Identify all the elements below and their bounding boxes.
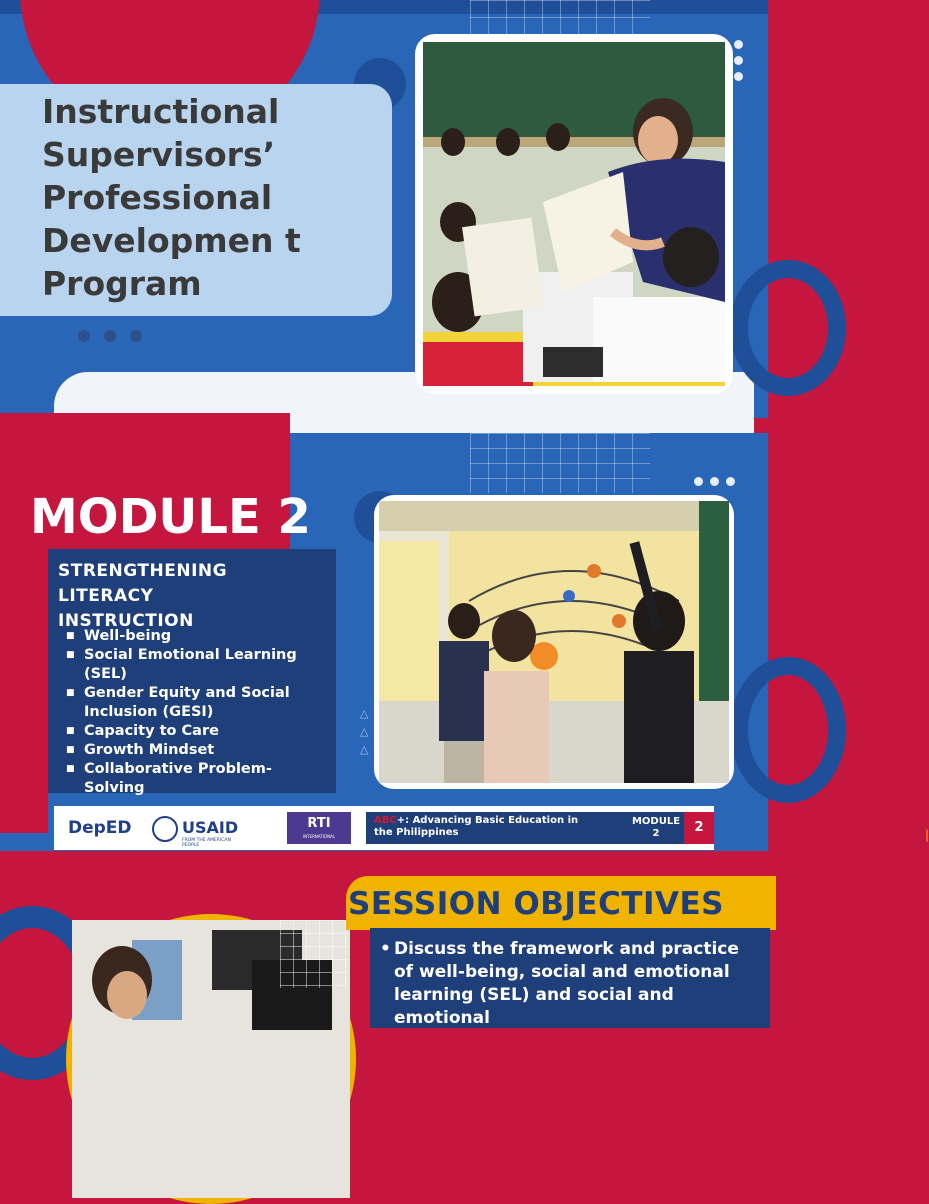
usaid-seal-icon: [152, 816, 178, 842]
rti-logo: [287, 812, 351, 844]
objectives-list: [380, 938, 760, 1030]
page-number: 2: [684, 812, 714, 844]
usaid-logo-sub: FROM THE AMERICAN PEOPLE: [182, 838, 231, 848]
list-item: ■ Growth Mindset: [66, 741, 328, 760]
decorative-side-dots: [734, 40, 746, 88]
program-name: [374, 815, 594, 839]
rti-logo-sub: INTERNATIONAL: [302, 834, 336, 839]
decorative-grid: [280, 920, 348, 988]
list-item: ■ Well-being: [66, 627, 328, 646]
list-item: ■ Collaborative Problem-Solving: [66, 760, 328, 798]
decorative-red-block: [0, 613, 48, 833]
list-item: ■ Social Emotional Learning (SEL): [66, 646, 328, 684]
module-title: MODULE 2: [30, 489, 311, 545]
module-subtitle: STRENGTHENING LITERACY INSTRUCTION: [58, 561, 228, 631]
section-header: SESSION OBJECTIVES: [348, 886, 725, 922]
module-label: MODULE 2: [628, 812, 684, 844]
wall-activity-illustration: [379, 501, 729, 783]
decorative-dots: [694, 471, 742, 490]
separator: |: [925, 828, 929, 842]
deped-logo: [68, 818, 132, 838]
decorative-right-arc: [730, 657, 846, 803]
wall-activity-photo-frame: [374, 495, 734, 789]
list-item: ■ Capacity to Care: [66, 722, 328, 741]
program-text: +: Advancing Basic Education in the Philippines: [374, 815, 579, 838]
list-item: ■ Gender Equity and Social Inclusion (GESI): [66, 684, 328, 722]
decorative-triangles: △ △ △: [360, 707, 369, 756]
decorative-dots: [78, 327, 156, 346]
decorative-grid: [470, 433, 650, 493]
topics-list: [66, 627, 328, 798]
deped-logo-text: DepED: [68, 818, 132, 838]
presentation-title: Instructional Supervisors’ Professional Developmen t Program: [42, 92, 301, 303]
slide-2: [0, 433, 929, 851]
list-item: • Discuss the framework and practice of well-being, social and emotional learning (SEL) and social and emotional: [380, 938, 760, 1030]
classroom-photo-frame: [415, 34, 733, 394]
usaid-logo-text: USAID: [182, 818, 239, 837]
wall-activity-photo: [379, 501, 729, 783]
decorative-grid: [470, 0, 650, 34]
decorative-right-arc: [730, 260, 846, 396]
slide-1: [0, 0, 768, 418]
classroom-photo: [423, 42, 725, 386]
slide-footer: [54, 806, 929, 850]
rti-logo-text: RTI: [307, 816, 331, 831]
slide-3: [0, 866, 768, 1028]
classroom-photo-illustration: [423, 42, 725, 386]
program-prefix: ABC: [374, 815, 397, 826]
